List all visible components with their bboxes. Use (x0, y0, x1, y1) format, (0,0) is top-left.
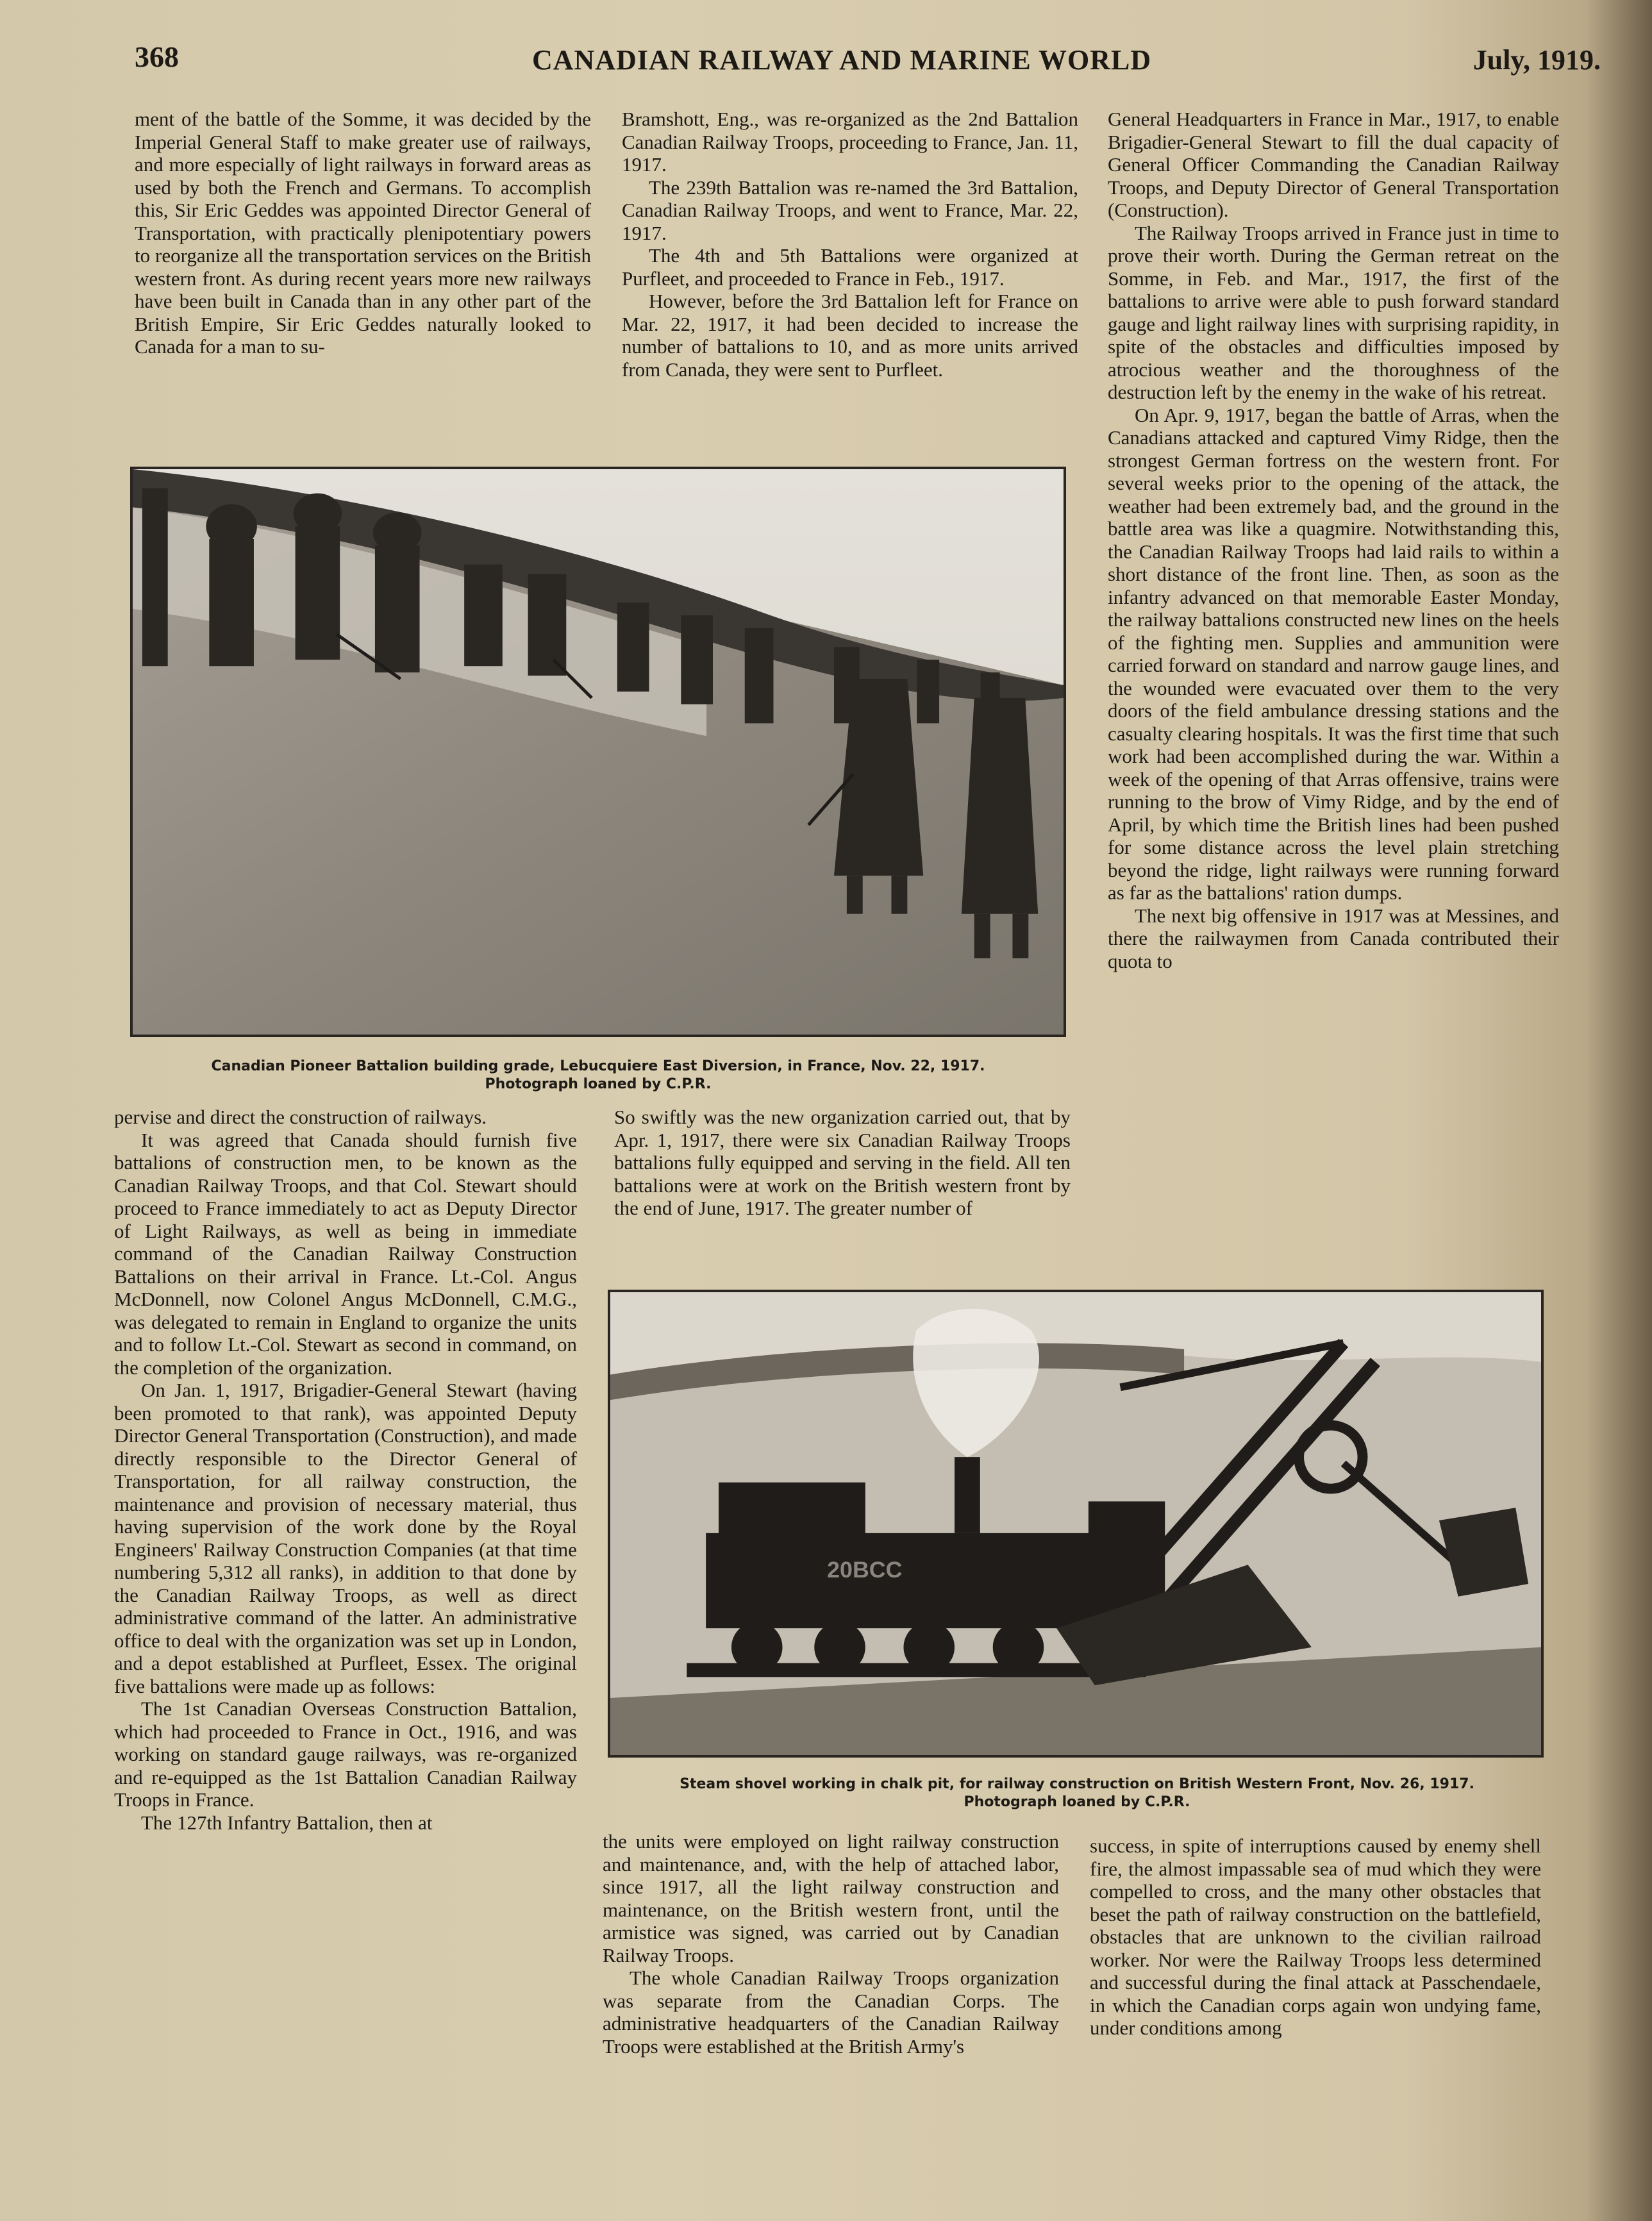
paragraph: The Railway Troops arrived in France just in time to prove their worth. During the German retreat on the Somme, in Feb. and Mar., 1917, the first of the battalions to arrive were able to push forward standard gauge and light railway lines with surprising rapidity, in spite of the obstacles and difficulties imposed by atrocious weather and the thoroughness of the destruction left by the enemy in the wake of his retreat. (1108, 221, 1559, 403)
paragraph: Bramshott, Eng., was re-organized as the 2nd Battalion Canadian Railway Troops, proceeding to France, Jan. 11, 1917. (622, 108, 1078, 176)
caption-title: Steam shovel working in chalk pit, for railway construction on British Western Front, Nov. 26, 1917. (680, 1776, 1474, 1792)
column-bottom-left (114, 1106, 577, 1834)
paragraph: ment of the battle of the Somme, it was decided by the Imperial General Staff to make greater use of railways, and more especially of light railways in forward areas as used by both the French and Germans. To accomplish this, Sir Eric Geddes was appointed Director General of Transportation, with practically plenipotentiary powers to reorganize all the transportation services on the British western front. As during recent years more new railways have been built in Canada than in any other part of the British Empire, Sir Eric Geddes naturally looked to Canada for a man to su- (135, 108, 591, 358)
column-top-middle (622, 108, 1078, 381)
page-header (135, 40, 1601, 85)
paragraph: The 4th and 5th Battalions were organized at Purfleet, and proceeded to France in Feb., 1917. (622, 244, 1078, 290)
column-bottom-right (1090, 1834, 1541, 2040)
issue-date: July, 1919. (1473, 44, 1601, 76)
paragraph: However, before the 3rd Battalion left for France on Mar. 22, 1917, it had been decided to increase the number of battalions to 10, and as more units arrived from Canada, they were sent to Purfleet. (622, 290, 1078, 381)
paragraph: General Headquarters in France in Mar., 1917, to enable Brigadier-General Stewart to fill the dual capacity of General Officer Commanding the Canadian Railway Troops, and Deputy Director of General Transportation (Construction). (1108, 108, 1559, 221)
column-right (1108, 108, 1559, 972)
caption-credit: Photograph loaned by C.P.R. (485, 1076, 712, 1092)
shovel-photo-caption (603, 1776, 1551, 1811)
paragraph: The next big offensive in 1917 was at Messines, and there the railwaymen from Canada contributed their quota to (1108, 904, 1559, 972)
column-middle-center (614, 1106, 1071, 1220)
page-number: 368 (135, 40, 179, 73)
paragraph: The 127th Infantry Battalion, then at (141, 1811, 433, 1834)
paragraph: So swiftly was the new organization carried out, that by Apr. 1, 1917, there were six Canadian Railway Troops battalions fully equipped and serving in the field. All ten battalions were at work on the British western front by the end of June, 1917. The greater number of (614, 1106, 1071, 1219)
caption-credit: Photograph loaned by C.P.R. (964, 1794, 1190, 1810)
steam-shovel-photo (608, 1290, 1544, 1758)
paragraph: It was agreed that Canada should furnish five battalions of construction men, to be known as the Canadian Railway Troops, and that Col. Stewart should proceed to France immediately to act as Deputy Director of Light Railways, as well as being in immediate command of the Canadian Railway Construction Battalions on their arrival in France. Lt.-Col. Angus McDonnell, now Colonel Angus McDonnell, C.M.G., was delegated to remain in England to organize the units and to follow Lt.-Col. Stewart as second in command, on the completion of the organization. (114, 1128, 577, 1379)
pioneer-battalion-illustration (133, 469, 1064, 1035)
pioneer-battalion-photo (130, 467, 1066, 1037)
publication-title: CANADIAN RAILWAY AND MARINE WORLD (532, 44, 1152, 76)
paragraph: On Apr. 9, 1917, began the battle of Arras, when the Canadians attacked and captured Vimy Ridge, then the strongest German fortress on the western front. For several weeks prior to the opening of the attack, the weather had been extremely bad, and the ground in the battle area was like a quagmire. Notwithstanding this, the Canadian Railway Troops had laid rails to within a short distance of the front line. Then, as soon as the infantry advanced on that memorable Easter Monday, the railway battalions constructed new lines on the heels of the fighting men. Supplies and ammunition were carried forward on standard and narrow gauge lines, and the wounded were evacuated over them to the very doors of the field ambulance dressing stations and the casualty clearing hospitals. It was the first time that such work had been accomplished during the war. Within a week of the opening of that Arras offensive, trains were running to the brow of Vimy Ridge, and by the end of April, by which time the British lines had been pushed for some distance across the level plain stretching beyond the ridge, light railways were running forward as far as the battalions' ration dumps. (1108, 403, 1559, 904)
engine-lettering: 20BCC (827, 1557, 903, 1583)
column-top-left (135, 108, 591, 358)
paragraph: the units were employed on light railway construction and maintenance, and, with the help of attached labor, since 1917, all the light railway construction and maintenance, on the British western front, until the armistice was signed, was carried out by Canadian Railway Troops. (603, 1830, 1059, 1967)
column-bottom-middle (603, 1830, 1059, 2058)
paragraph: The 239th Battalion was re-named the 3rd Battalion, Canadian Railway Troops, and went to France, Mar. 22, 1917. (622, 176, 1078, 244)
paragraph: pervise and direct the construction of railways. (114, 1106, 487, 1128)
paragraph: On Jan. 1, 1917, Brigadier-General Stewart (having been promoted to that rank), was appointed Deputy Director General Transportation (Construction), and made directly responsible to the Director General of Transportation, for all railway construction, the maintenance and provision of necessary material, thus having supervision of the work done by the Royal Engineers' Railway Construction Companies (at that time numbering 5,312 all ranks), in addition to that done by the Canadian Railway Troops, as well as direct administrative command of the latter. An administrative office to deal with the organization was set up in London, and a depot established at Purfleet, Essex. The original five battalions were made up as follows: (114, 1379, 577, 1697)
paragraph: The 1st Canadian Overseas Construction Battalion, which had proceeded to France in Oct., 1916, and was working on standard gauge railways, was re-organized and re-equipped as the 1st Battalion Canadian Railway Troops in France. (114, 1697, 577, 1811)
paragraph: The whole Canadian Railway Troops organization was separate from the Canadian Corps. The administrative headquarters of the Canadian Railway Troops were established at the British Army's (603, 1967, 1059, 2058)
pioneer-photo-caption (130, 1058, 1066, 1094)
steam-shovel-illustration (610, 1292, 1541, 1755)
caption-title: Canadian Pioneer Battalion building grade, Lebucquiere East Diversion, in France, Nov. 22, 1917. (211, 1058, 985, 1074)
paragraph: success, in spite of interruptions caused by enemy shell fire, the almost impassable sea of mud which they were compelled to cross, and the many other obstacles that beset the path of railway construction on the battlefield, obstacles that are unknown to the civilian railroad worker. Nor were the Railway Troops less determined and successful during the final attack at Passchendaele, in which the Canadian corps again won undying fame, under conditions among (1090, 1834, 1541, 2039)
